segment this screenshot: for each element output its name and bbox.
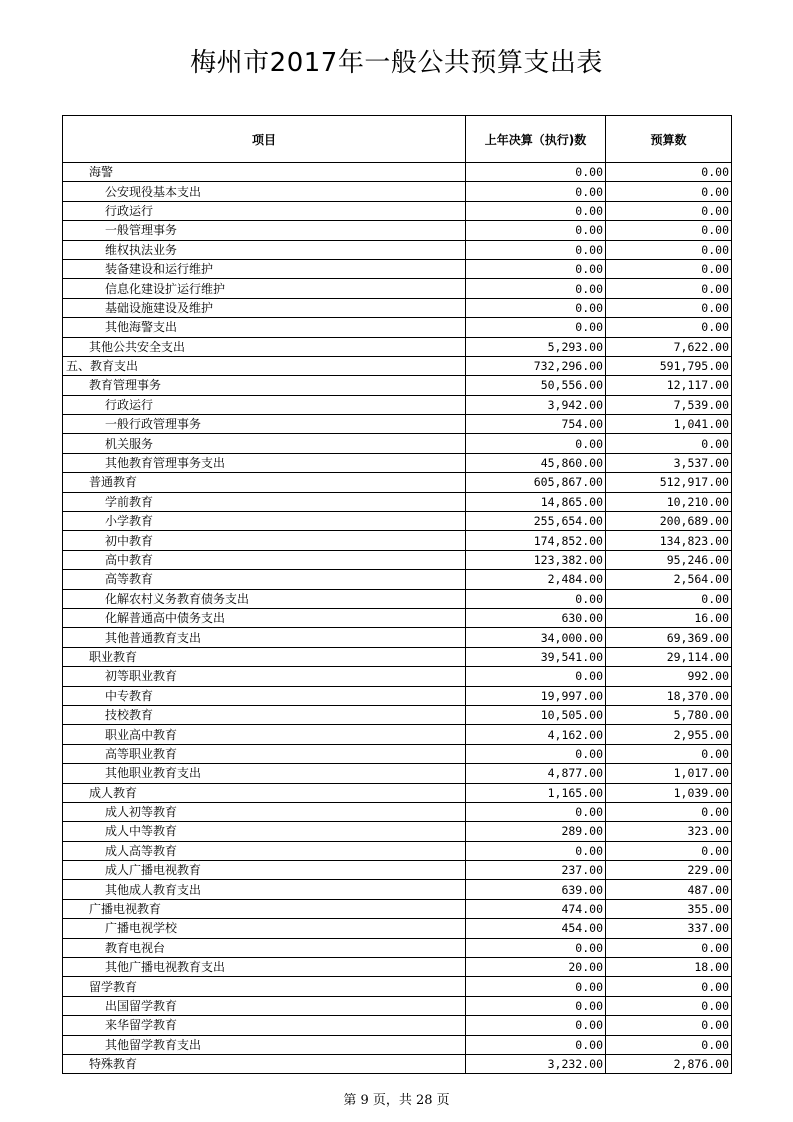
row-prev-final-value: 474.00 [466, 899, 606, 918]
row-prev-final-value: 237.00 [466, 861, 606, 880]
row-prev-final-value: 0.00 [466, 1016, 606, 1035]
table-row [63, 764, 732, 783]
table-row [63, 996, 732, 1015]
row-budget-value: 355.00 [606, 899, 732, 918]
table-row [63, 473, 732, 492]
table-row [63, 570, 732, 589]
row-item-label: 小学教育 [63, 512, 466, 531]
row-budget-value: 10,210.00 [606, 492, 732, 511]
row-item-label: 成人中等教育 [63, 822, 466, 841]
row-budget-value: 95,246.00 [606, 550, 732, 569]
row-prev-final-value: 0.00 [466, 163, 606, 182]
row-item-label: 其他留学教育支出 [63, 1035, 466, 1054]
row-budget-value: 200,689.00 [606, 512, 732, 531]
row-item-label: 一般行政管理事务 [63, 415, 466, 434]
row-budget-value: 0.00 [606, 1035, 732, 1054]
row-budget-value: 18,370.00 [606, 686, 732, 705]
row-item-label: 一般管理事务 [63, 221, 466, 240]
row-budget-value: 323.00 [606, 822, 732, 841]
row-budget-value: 0.00 [606, 802, 732, 821]
row-prev-final-value: 754.00 [466, 415, 606, 434]
table-row [63, 977, 732, 996]
row-prev-final-value: 3,942.00 [466, 395, 606, 414]
table-row [63, 1016, 732, 1035]
table-row [63, 783, 732, 802]
table-row [63, 221, 732, 240]
table-row [63, 938, 732, 957]
table-row [63, 802, 732, 821]
row-budget-value: 12,117.00 [606, 376, 732, 395]
row-budget-value: 5,780.00 [606, 705, 732, 724]
row-item-label: 出国留学教育 [63, 996, 466, 1015]
row-item-label: 来华留学教育 [63, 1016, 466, 1035]
row-item-label: 其他海警支出 [63, 318, 466, 337]
row-prev-final-value: 34,000.00 [466, 628, 606, 647]
row-prev-final-value: 4,162.00 [466, 725, 606, 744]
table-row [63, 356, 732, 375]
table-row [63, 880, 732, 899]
table-row [63, 1054, 732, 1073]
row-prev-final-value: 0.00 [466, 182, 606, 201]
row-prev-final-value: 255,654.00 [466, 512, 606, 531]
row-item-label: 留学教育 [63, 977, 466, 996]
row-prev-final-value: 0.00 [466, 802, 606, 821]
row-prev-final-value: 0.00 [466, 279, 606, 298]
table-row [63, 958, 732, 977]
row-item-label: 特殊教育 [63, 1054, 466, 1073]
row-item-label: 行政运行 [63, 395, 466, 414]
row-item-label: 广播电视学校 [63, 919, 466, 938]
row-budget-value: 0.00 [606, 221, 732, 240]
row-budget-value: 0.00 [606, 163, 732, 182]
table-row [63, 434, 732, 453]
table-row [63, 318, 732, 337]
row-prev-final-value: 2,484.00 [466, 570, 606, 589]
row-prev-final-value: 0.00 [466, 259, 606, 278]
table-row [63, 647, 732, 666]
table-row [63, 163, 732, 182]
table-row [63, 376, 732, 395]
row-budget-value: 0.00 [606, 996, 732, 1015]
row-item-label: 基础设施建设及维护 [63, 298, 466, 317]
table-row [63, 628, 732, 647]
table-row [63, 550, 732, 569]
row-budget-value: 0.00 [606, 240, 732, 259]
row-item-label: 教育电视台 [63, 938, 466, 957]
row-budget-value: 591,795.00 [606, 356, 732, 375]
row-item-label: 中专教育 [63, 686, 466, 705]
table-row [63, 395, 732, 414]
row-item-label: 技校教育 [63, 705, 466, 724]
table-row [63, 899, 732, 918]
row-budget-value: 0.00 [606, 201, 732, 220]
table-row [63, 686, 732, 705]
row-budget-value: 512,917.00 [606, 473, 732, 492]
table-row [63, 240, 732, 259]
row-budget-value: 0.00 [606, 938, 732, 957]
row-item-label: 高等教育 [63, 570, 466, 589]
row-item-label: 学前教育 [63, 492, 466, 511]
row-prev-final-value: 0.00 [466, 298, 606, 317]
row-prev-final-value: 0.00 [466, 977, 606, 996]
row-item-label: 装备建设和运行维护 [63, 259, 466, 278]
row-budget-value: 0.00 [606, 182, 732, 201]
row-prev-final-value: 174,852.00 [466, 531, 606, 550]
row-prev-final-value: 0.00 [466, 221, 606, 240]
row-item-label: 其他成人教育支出 [63, 880, 466, 899]
row-item-label: 成人广播电视教育 [63, 861, 466, 880]
row-item-label: 其他广播电视教育支出 [63, 958, 466, 977]
row-budget-value: 0.00 [606, 318, 732, 337]
row-prev-final-value: 3,232.00 [466, 1054, 606, 1073]
column-header-prev-final: 上年决算（执行)数 [466, 116, 606, 163]
row-prev-final-value: 0.00 [466, 318, 606, 337]
row-prev-final-value: 0.00 [466, 1035, 606, 1054]
table-row [63, 298, 732, 317]
row-prev-final-value: 0.00 [466, 744, 606, 763]
row-budget-value: 1,017.00 [606, 764, 732, 783]
table-row [63, 415, 732, 434]
row-budget-value: 2,876.00 [606, 1054, 732, 1073]
row-budget-value: 0.00 [606, 1016, 732, 1035]
table-row [63, 725, 732, 744]
row-budget-value: 29,114.00 [606, 647, 732, 666]
row-prev-final-value: 20.00 [466, 958, 606, 977]
page-footer: 第 9 页，共 28 页 [343, 1093, 450, 1108]
table-row [63, 1035, 732, 1054]
row-item-label: 其他教育管理事务支出 [63, 453, 466, 472]
row-item-label: 职业高中教育 [63, 725, 466, 744]
row-item-label: 信息化建设扩运行维护 [63, 279, 466, 298]
row-item-label: 初等职业教育 [63, 667, 466, 686]
row-item-label: 普通教育 [63, 473, 466, 492]
row-item-label: 公安现役基本支出 [63, 182, 466, 201]
row-budget-value: 2,564.00 [606, 570, 732, 589]
row-item-label: 初中教育 [63, 531, 466, 550]
row-budget-value: 0.00 [606, 259, 732, 278]
row-item-label: 其他公共安全支出 [63, 337, 466, 356]
row-prev-final-value: 0.00 [466, 201, 606, 220]
row-budget-value: 0.00 [606, 298, 732, 317]
row-budget-value: 229.00 [606, 861, 732, 880]
row-prev-final-value: 454.00 [466, 919, 606, 938]
table-row [63, 822, 732, 841]
row-prev-final-value: 14,865.00 [466, 492, 606, 511]
page-title: 梅州市2017年一般公共预算支出表 [190, 48, 603, 78]
row-item-label: 高中教育 [63, 550, 466, 569]
row-prev-final-value: 732,296.00 [466, 356, 606, 375]
row-prev-final-value: 4,877.00 [466, 764, 606, 783]
column-header-budget: 预算数 [606, 116, 732, 163]
table-row [63, 589, 732, 608]
row-budget-value: 69,369.00 [606, 628, 732, 647]
row-item-label: 五、教育支出 [63, 356, 466, 375]
row-item-label: 广播电视教育 [63, 899, 466, 918]
row-item-label: 化解普通高中债务支出 [63, 608, 466, 627]
row-item-label: 成人教育 [63, 783, 466, 802]
row-budget-value: 7,622.00 [606, 337, 732, 356]
row-item-label: 教育管理事务 [63, 376, 466, 395]
table-row [63, 531, 732, 550]
row-item-label: 行政运行 [63, 201, 466, 220]
row-budget-value: 0.00 [606, 589, 732, 608]
row-prev-final-value: 630.00 [466, 608, 606, 627]
row-budget-value: 992.00 [606, 667, 732, 686]
row-prev-final-value: 1,165.00 [466, 783, 606, 802]
table-header-row [63, 116, 732, 163]
row-prev-final-value: 0.00 [466, 589, 606, 608]
table-row [63, 608, 732, 627]
row-prev-final-value: 289.00 [466, 822, 606, 841]
table-row [63, 861, 732, 880]
row-budget-value: 0.00 [606, 434, 732, 453]
table-row [63, 279, 732, 298]
row-prev-final-value: 0.00 [466, 841, 606, 860]
row-item-label: 成人初等教育 [63, 802, 466, 821]
row-prev-final-value: 605,867.00 [466, 473, 606, 492]
row-budget-value: 0.00 [606, 977, 732, 996]
row-prev-final-value: 5,293.00 [466, 337, 606, 356]
budget-table [62, 115, 732, 1074]
row-budget-value: 3,537.00 [606, 453, 732, 472]
row-budget-value: 487.00 [606, 880, 732, 899]
table-row [63, 744, 732, 763]
table-row [63, 705, 732, 724]
table-row [63, 182, 732, 201]
table-row [63, 512, 732, 531]
table-row [63, 841, 732, 860]
row-item-label: 其他普通教育支出 [63, 628, 466, 647]
row-prev-final-value: 50,556.00 [466, 376, 606, 395]
row-item-label: 海警 [63, 163, 466, 182]
row-prev-final-value: 19,997.00 [466, 686, 606, 705]
row-prev-final-value: 123,382.00 [466, 550, 606, 569]
row-budget-value: 1,041.00 [606, 415, 732, 434]
table-row [63, 667, 732, 686]
row-prev-final-value: 639.00 [466, 880, 606, 899]
table-row [63, 259, 732, 278]
row-item-label: 其他职业教育支出 [63, 764, 466, 783]
row-budget-value: 0.00 [606, 279, 732, 298]
row-budget-value: 1,039.00 [606, 783, 732, 802]
row-prev-final-value: 0.00 [466, 938, 606, 957]
column-header-item: 项目 [63, 116, 466, 163]
table-body [63, 163, 732, 1074]
row-item-label: 化解农村义务教育债务支出 [63, 589, 466, 608]
row-prev-final-value: 10,505.00 [466, 705, 606, 724]
row-prev-final-value: 0.00 [466, 434, 606, 453]
table-row [63, 453, 732, 472]
row-prev-final-value: 0.00 [466, 240, 606, 259]
row-budget-value: 18.00 [606, 958, 732, 977]
table-row [63, 337, 732, 356]
table-row [63, 492, 732, 511]
table-row [63, 201, 732, 220]
row-prev-final-value: 0.00 [466, 667, 606, 686]
row-item-label: 机关服务 [63, 434, 466, 453]
row-budget-value: 337.00 [606, 919, 732, 938]
row-item-label: 职业教育 [63, 647, 466, 666]
row-prev-final-value: 45,860.00 [466, 453, 606, 472]
table-row [63, 919, 732, 938]
row-prev-final-value: 0.00 [466, 996, 606, 1015]
row-budget-value: 0.00 [606, 841, 732, 860]
row-budget-value: 134,823.00 [606, 531, 732, 550]
row-budget-value: 0.00 [606, 744, 732, 763]
row-item-label: 维权执法业务 [63, 240, 466, 259]
row-budget-value: 2,955.00 [606, 725, 732, 744]
row-item-label: 成人高等教育 [63, 841, 466, 860]
row-budget-value: 7,539.00 [606, 395, 732, 414]
row-budget-value: 16.00 [606, 608, 732, 627]
row-item-label: 高等职业教育 [63, 744, 466, 763]
row-prev-final-value: 39,541.00 [466, 647, 606, 666]
